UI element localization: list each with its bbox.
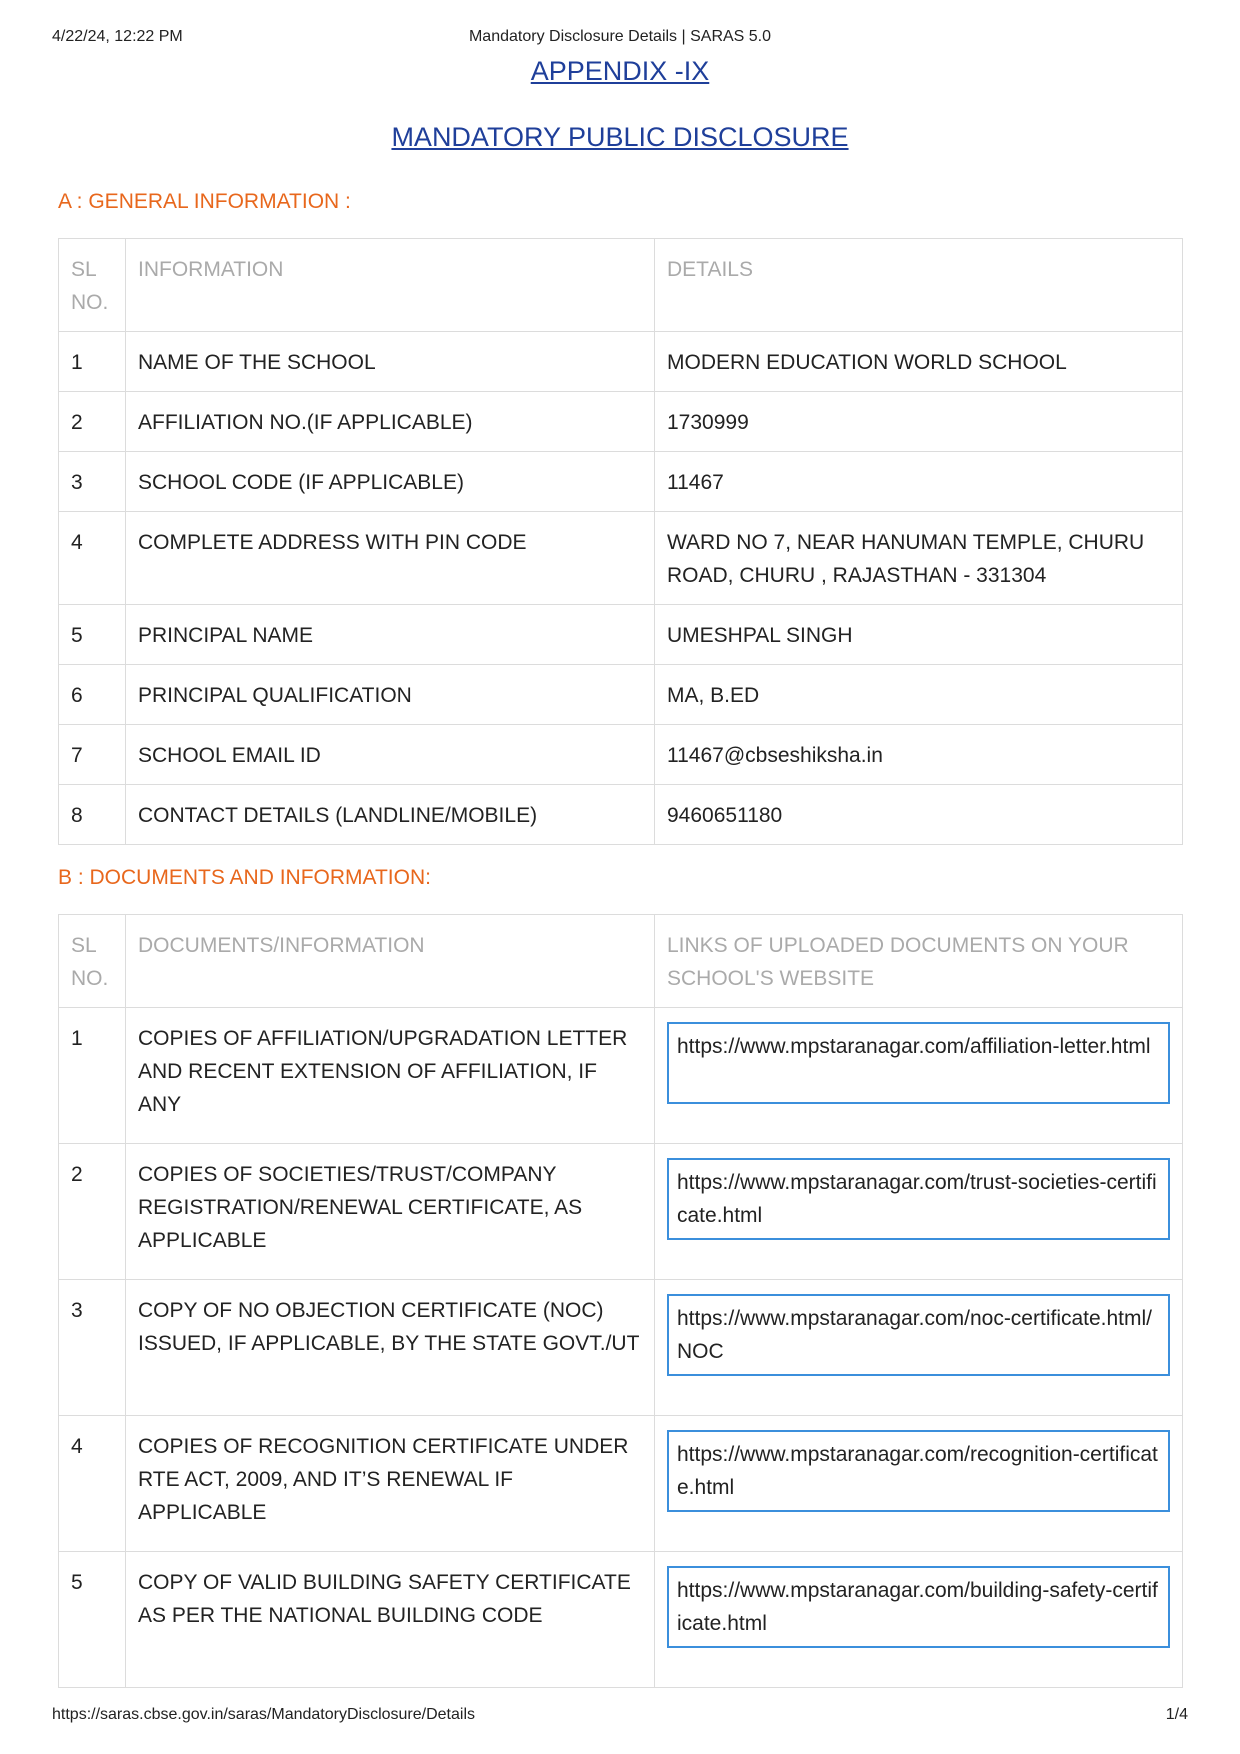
table-row — [59, 1552, 1183, 1688]
page-number: 1/4 — [1165, 1706, 1188, 1723]
link-cell — [655, 1416, 1183, 1552]
print-url: https://saras.cbse.gov.in/saras/MandatoryDisclosure/Details — [52, 1706, 475, 1723]
print-header — [0, 28, 1240, 50]
sl-cell: 3 — [59, 452, 126, 512]
details-cell: WARD NO 7, NEAR HANUMAN TEMPLE, CHURU ROAD, CHURU , RAJASTHAN - 331304 — [655, 512, 1183, 605]
column-header-information: INFORMATION — [126, 239, 655, 332]
sl-cell: 2 — [59, 1144, 126, 1280]
document-cell: COPIES OF SOCIETIES/TRUST/COMPANY REGISTRATION/RENEWAL CERTIFICATE, AS APPLICABLE — [126, 1144, 655, 1280]
document-cell: COPY OF NO OBJECTION CERTIFICATE (NOC) ISSUED, IF APPLICABLE, BY THE STATE GOVT./UT — [126, 1280, 655, 1416]
details-cell: 11467 — [655, 452, 1183, 512]
section-a-heading: A : GENERAL INFORMATION : — [58, 190, 351, 213]
sl-cell: 7 — [59, 725, 126, 785]
table-row — [59, 1144, 1183, 1280]
sl-cell: 3 — [59, 1280, 126, 1416]
column-header-links: LINKS OF UPLOADED DOCUMENTS ON YOUR SCHOOL'S WEBSITE — [655, 915, 1183, 1008]
details-cell: 1730999 — [655, 392, 1183, 452]
page-title: MANDATORY PUBLIC DISCLOSURE — [391, 122, 849, 152]
document-cell: COPIES OF AFFILIATION/UPGRADATION LETTER AND RECENT EXTENSION OF AFFILIATION, IF ANY — [126, 1008, 655, 1144]
table-header-row — [59, 239, 1183, 332]
column-header-sl: SL NO. — [59, 239, 126, 332]
details-cell: 11467@cbseshiksha.in — [655, 725, 1183, 785]
information-cell: SCHOOL EMAIL ID — [126, 725, 655, 785]
column-header-sl: SL NO. — [59, 915, 126, 1008]
column-header-details: DETAILS — [655, 239, 1183, 332]
table-row — [59, 1280, 1183, 1416]
details-cell: 9460651180 — [655, 785, 1183, 845]
print-datetime: 4/22/24, 12:22 PM — [52, 28, 183, 45]
table-row — [59, 725, 1183, 785]
document-cell: COPY OF VALID BUILDING SAFETY CERTIFICATE AS PER THE NATIONAL BUILDING CODE — [126, 1552, 655, 1688]
information-cell: PRINCIPAL NAME — [126, 605, 655, 665]
link-cell — [655, 1280, 1183, 1416]
sl-cell: 8 — [59, 785, 126, 845]
link-cell — [655, 1144, 1183, 1280]
details-cell: UMESHPAL SINGH — [655, 605, 1183, 665]
details-cell: MA, B.ED — [655, 665, 1183, 725]
information-cell: CONTACT DETAILS (LANDLINE/MOBILE) — [126, 785, 655, 845]
document-link-field[interactable]: https://www.mpstaranagar.com/noc-certificate.html/NOC — [667, 1294, 1170, 1376]
table-row — [59, 1008, 1183, 1144]
sl-cell: 2 — [59, 392, 126, 452]
table-row — [59, 785, 1183, 845]
print-page-title: Mandatory Disclosure Details | SARAS 5.0 — [468, 28, 772, 45]
information-cell: NAME OF THE SCHOOL — [126, 332, 655, 392]
information-cell: COMPLETE ADDRESS WITH PIN CODE — [126, 512, 655, 605]
sl-cell: 5 — [59, 605, 126, 665]
information-cell: AFFILIATION NO.(IF APPLICABLE) — [126, 392, 655, 452]
print-footer — [0, 1706, 1240, 1728]
sl-cell: 1 — [59, 332, 126, 392]
information-cell: PRINCIPAL QUALIFICATION — [126, 665, 655, 725]
link-cell — [655, 1008, 1183, 1144]
document-cell: COPIES OF RECOGNITION CERTIFICATE UNDER RTE ACT, 2009, AND IT’S RENEWAL IF APPLICABLE — [126, 1416, 655, 1552]
information-cell: SCHOOL CODE (IF APPLICABLE) — [126, 452, 655, 512]
document-link-field[interactable]: https://www.mpstaranagar.com/recognition-certificate.html — [667, 1430, 1170, 1512]
sl-cell: 1 — [59, 1008, 126, 1144]
table-row — [59, 332, 1183, 392]
general-information-table — [58, 238, 1183, 845]
column-header-documents: DOCUMENTS/INFORMATION — [126, 915, 655, 1008]
sl-cell: 6 — [59, 665, 126, 725]
sl-cell: 4 — [59, 512, 126, 605]
table-row — [59, 605, 1183, 665]
sl-cell: 4 — [59, 1416, 126, 1552]
details-cell: MODERN EDUCATION WORLD SCHOOL — [655, 332, 1183, 392]
sl-cell: 5 — [59, 1552, 126, 1688]
table-header-row — [59, 915, 1183, 1008]
table-row — [59, 452, 1183, 512]
table-row — [59, 665, 1183, 725]
document-link-field[interactable]: https://www.mpstaranagar.com/affiliation-letter.html — [667, 1022, 1170, 1104]
document-link-field[interactable]: https://www.mpstaranagar.com/trust-societies-certificate.html — [667, 1158, 1170, 1240]
section-b-heading: B : DOCUMENTS AND INFORMATION: — [58, 866, 431, 889]
table-row — [59, 392, 1183, 452]
appendix-heading: APPENDIX -IX — [530, 56, 710, 86]
link-cell — [655, 1552, 1183, 1688]
document-link-field[interactable]: https://www.mpstaranagar.com/building-safety-certificate.html — [667, 1566, 1170, 1648]
table-row — [59, 1416, 1183, 1552]
table-row — [59, 512, 1183, 605]
documents-table — [58, 914, 1183, 1688]
